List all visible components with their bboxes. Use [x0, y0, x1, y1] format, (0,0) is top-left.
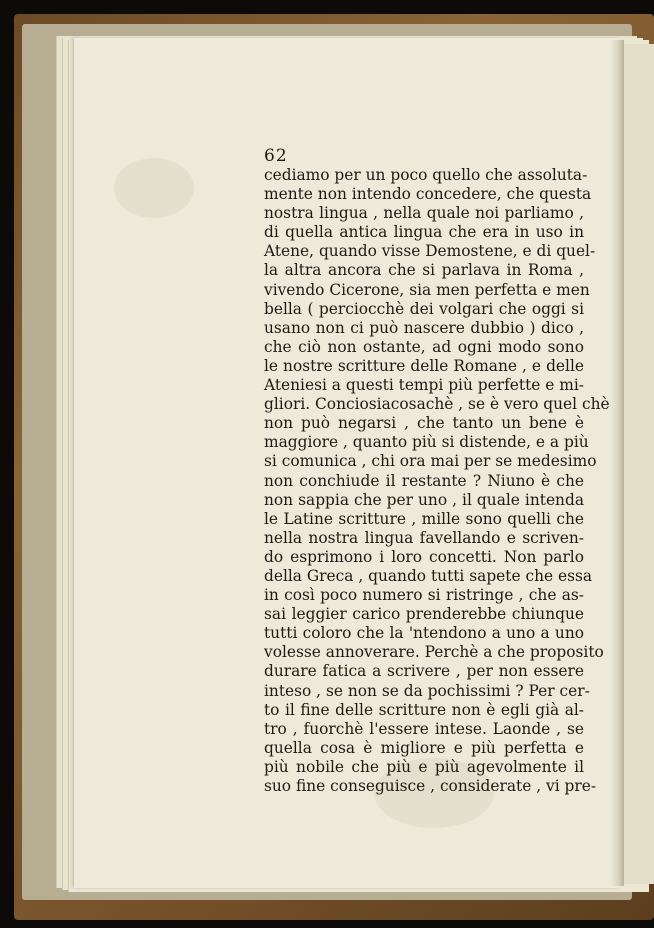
- facing-page-edge: [624, 44, 654, 884]
- text-line: non conchiude il restante ? Niuno è che: [264, 471, 584, 490]
- text-line: della Greca , quando tutti sapete che essa: [264, 566, 593, 585]
- text-line: si comunica , chi ora mai per se medesimo: [264, 452, 597, 471]
- text-line: cediamo per un poco quello che assoluta-: [264, 166, 588, 184]
- page-number: 62: [264, 146, 288, 166]
- text-lines: [264, 166, 610, 796]
- text-line: suo fine conseguisce , considerate , vi pre-: [264, 777, 597, 795]
- text-line: le Latine scritture , mille sono quelli che: [264, 509, 584, 528]
- text-line: in così poco numero si ristringe , che as-: [264, 586, 584, 605]
- text-line: usano non ci può nascere dubbio ) dico ,: [264, 318, 584, 337]
- text-line: sai leggier carico prenderebbe chiunque: [264, 605, 584, 624]
- text-line: Atene, quando visse Demostene, e di quel-: [264, 242, 596, 261]
- text-line: durare fatica a scrivere , per non essere: [264, 662, 584, 681]
- text-line: mente non intendo concedere, che questa: [264, 185, 592, 204]
- text-line: bella ( perciocchè dei volgari che oggi si: [264, 299, 584, 318]
- text-line: la altra ancora che si parlava in Roma ,: [264, 261, 584, 280]
- text-line: nostra lingua , nella quale noi parliamo ,: [264, 204, 584, 223]
- text-line: non può negarsi , che tanto un bene è: [264, 414, 584, 433]
- text-line: do esprimono i loro concetti. Non parlo: [264, 547, 584, 566]
- text-line: gliori. Conciosiacosachè , se è vero quel chè: [264, 395, 610, 414]
- paper-stain: [114, 158, 194, 218]
- text-line: vivendo Cicerone, sia men perfetta e men: [264, 280, 590, 299]
- text-line: tro , fuorchè l'essere intese. Laonde , se: [264, 719, 584, 738]
- text-line: quella cosa è migliore e più perfetta e: [264, 738, 584, 757]
- text-line: inteso , se non se da pochissimi ? Per cer-: [264, 681, 590, 700]
- page-text: [264, 146, 610, 796]
- text-line: le nostre scritture delle Romane , e delle: [264, 356, 584, 375]
- text-line: tutti coloro che la 'ntendono a uno a uno: [264, 624, 584, 643]
- text-line: to il fine delle scritture non è egli già al-: [264, 700, 584, 719]
- page-gutter: [610, 40, 624, 886]
- text-line: Ateniesi a questi tempi più perfette e mi-: [264, 376, 584, 395]
- text-line: più nobile che più e più agevolmente il: [264, 757, 584, 776]
- text-line: che ciò non ostante, ad ogni modo sono: [264, 337, 584, 356]
- text-line: non sappia che per uno , il quale intenda: [264, 490, 584, 509]
- text-line: volesse annoverare. Perchè a che proposito: [264, 643, 604, 662]
- text-line: nella nostra lingua favellando e scriven-: [264, 528, 584, 547]
- text-line: maggiore , quanto più si distende, e a più: [264, 433, 589, 452]
- text-line: di quella antica lingua che era in uso in: [264, 223, 584, 242]
